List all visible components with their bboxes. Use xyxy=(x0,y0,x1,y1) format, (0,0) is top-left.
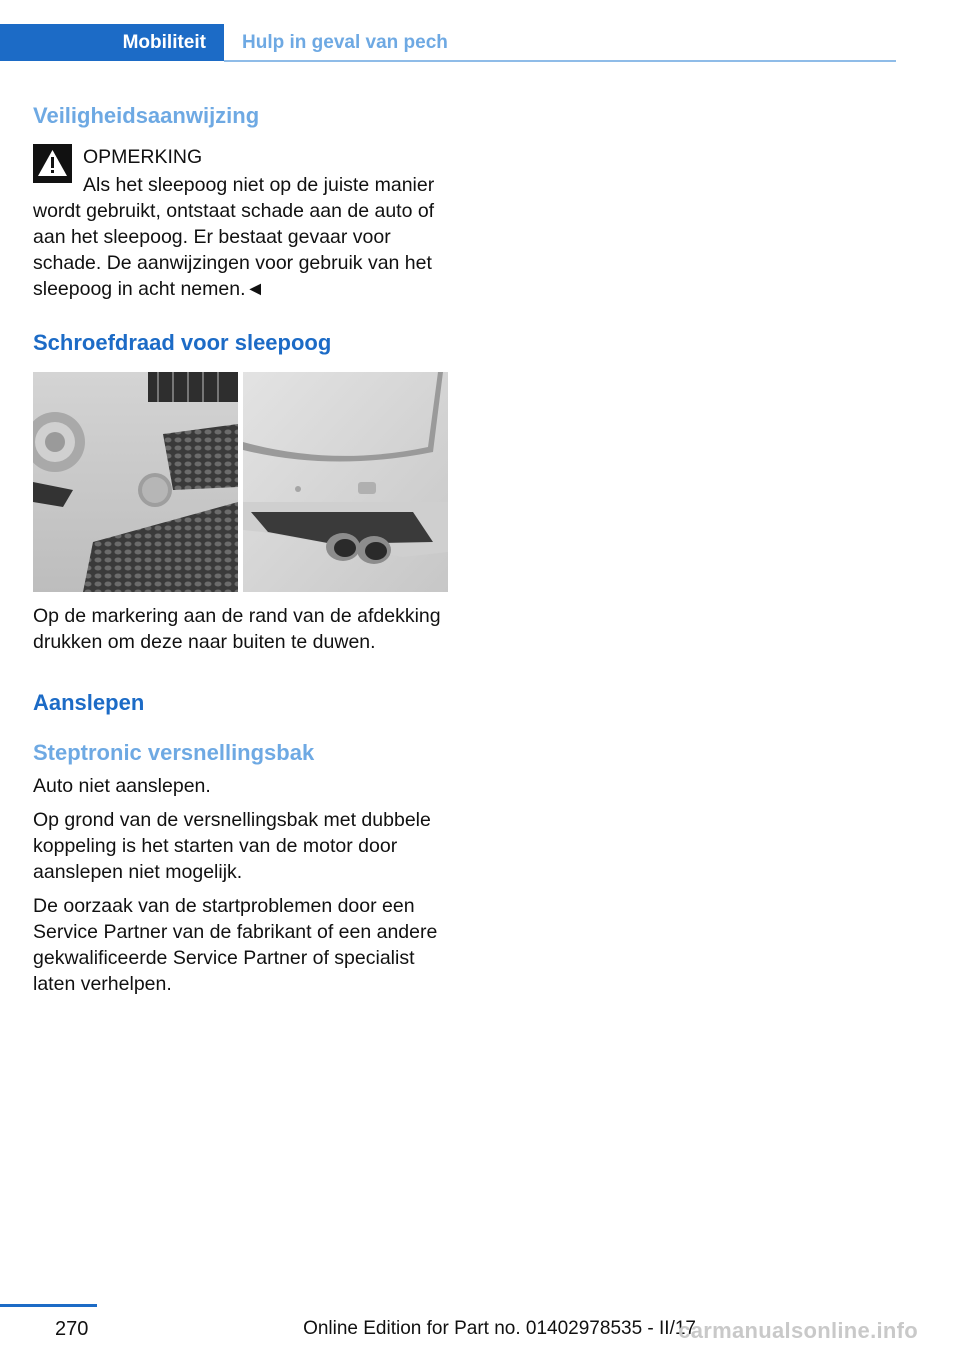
thread-section xyxy=(33,603,448,655)
tow-heading: Aanslepen xyxy=(33,690,145,715)
edition-info: Online Edition for Part no. 01402978535 - II/17 xyxy=(303,1318,696,1339)
warning-label: OPMERKING xyxy=(83,146,203,168)
warning-text: Als het sleepoog niet op de juiste manier wordt gebruikt, ontstaat schade aan de auto of aan het sleepoog. Er bestaat gevaar voor schade. De aanwijzingen voor gebruik van het sleepoog in acht nemen.◄ xyxy=(33,174,435,300)
thread-text: Op de markering aan de rand van de afdekking drukken om deze naar buiten te duwen. xyxy=(33,605,441,653)
tab-hulp-in-geval-van-pech[interactable]: Hulp in geval van pech xyxy=(242,31,448,53)
tow-subheading: Steptronic versnellingsbak xyxy=(33,740,315,765)
safety-heading: Veiligheidsaanwijzing xyxy=(33,103,260,128)
tow-paragraph-3: De oorzaak van de startproblemen door een Service Partner van de fabrikant of een andere gekwalificeerde Service Partner of specialist laten verhelpen. xyxy=(33,895,438,995)
warning-icon xyxy=(33,144,72,183)
watermark: carmanualsonline.info xyxy=(678,1318,918,1343)
page-number: 270 xyxy=(55,1318,89,1340)
tab-mobiliteit[interactable]: Mobiliteit xyxy=(0,24,224,61)
thread-heading: Schroefdraad voor sleepoog xyxy=(33,330,332,355)
car-bumper-illustration xyxy=(33,372,448,592)
tow-paragraph-1: Auto niet aanslepen. xyxy=(33,775,211,797)
header-divider xyxy=(224,60,896,62)
tow-section xyxy=(33,773,448,997)
footer-rule xyxy=(0,1304,97,1307)
tow-paragraph-2: Op grond van de versnellingsbak met dubbele koppeling is het starten van de motor door aanslepen niet mogelijk. xyxy=(33,809,431,883)
safety-note xyxy=(33,144,448,302)
page-header xyxy=(0,0,960,64)
